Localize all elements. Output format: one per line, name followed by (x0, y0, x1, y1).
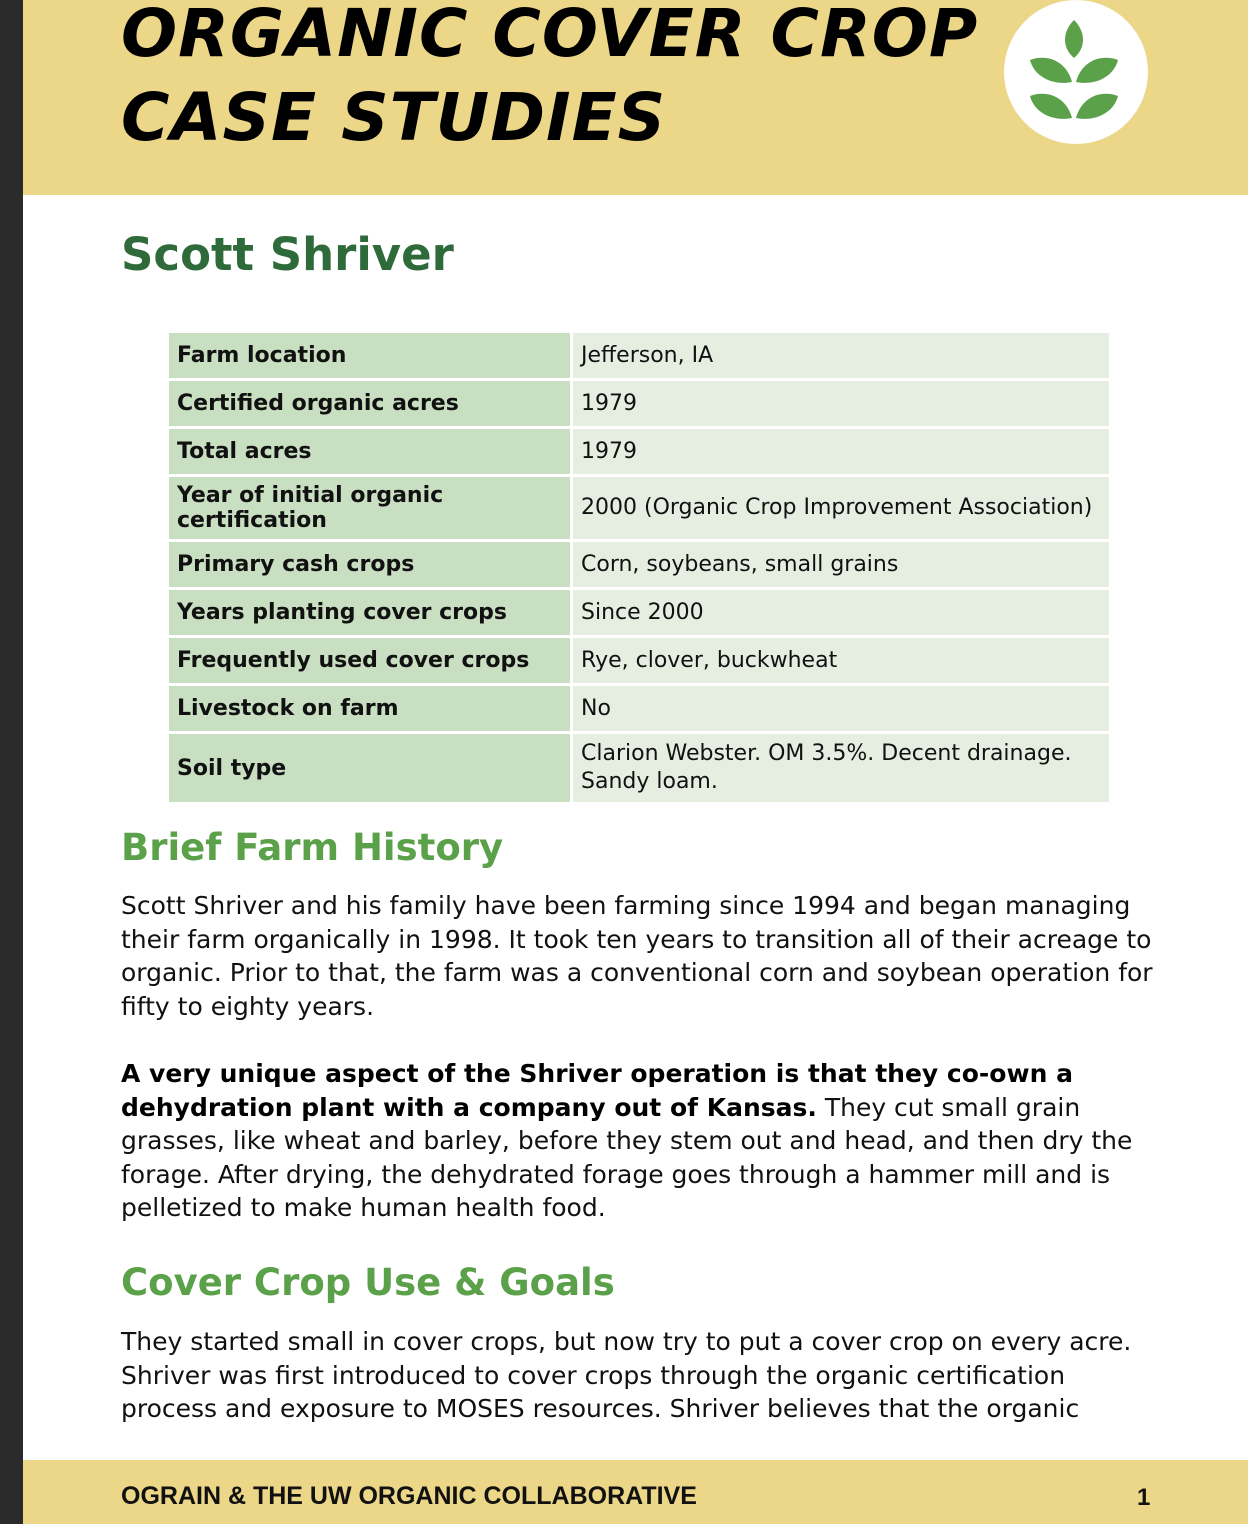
fact-value: Rye, clover, buckwheat (573, 638, 1109, 683)
footer-org: OGRAIN & THE UW ORGANIC COLLABORATIVE (121, 1482, 697, 1510)
goals-heading: Cover Crop Use & Goals (121, 1261, 615, 1304)
fact-label: Soil type (169, 734, 570, 802)
fact-value: Since 2000 (573, 590, 1109, 635)
table-row (169, 542, 1109, 587)
fact-label: Farm location (169, 333, 570, 378)
table-row (169, 638, 1109, 683)
table-row (169, 477, 1109, 539)
farmer-name: Scott Shriver (121, 228, 454, 281)
fact-value: 1979 (573, 429, 1109, 474)
title-line-2: CASE STUDIES (121, 79, 667, 156)
fact-label: Year of initial organic certification (169, 477, 570, 539)
fact-value: 2000 (Organic Crop Improvement Association) (573, 477, 1109, 539)
history-highlight: A very unique aspect of the Shriver operation is that they co-own a dehydration plant with a company out of Kansas. (121, 1059, 1073, 1122)
history-paragraph-1: Scott Shriver and his family have been farming since 1994 and began managing their farm organically in 1998. It took ten years to transition all of their acreage to organic. Prior to that, the farm was a conventional corn and soybean operation for fifty to eighty years. (121, 891, 1153, 1021)
title-line-1: ORGANIC COVER CROP (121, 0, 979, 72)
fact-value: No (573, 686, 1109, 731)
table-row (169, 734, 1109, 802)
farm-facts-table (166, 330, 1112, 805)
goals-paragraph-1: They started small in cover crops, but now try to put a cover crop on every acre. Shriver was first introduced to cover crops through the organic certification process and exposure to MOSES resources. Shriver believes that the organic (121, 1327, 1132, 1423)
fact-value: 1979 (573, 381, 1109, 426)
page-number: 1 (1137, 1484, 1151, 1511)
fact-label: Livestock on farm (169, 686, 570, 731)
logo-badge (1004, 0, 1148, 144)
table-row (169, 590, 1109, 635)
fact-label: Years planting cover crops (169, 590, 570, 635)
history-paragraph-2 (121, 1057, 1156, 1225)
fact-label: Total acres (169, 429, 570, 474)
table-row (169, 429, 1109, 474)
fact-label: Primary cash crops (169, 542, 570, 587)
fact-value: Clarion Webster. OM 3.5%. Decent drainage. Sandy loam. (573, 734, 1109, 802)
fact-value: Jefferson, IA (573, 333, 1109, 378)
history-paragraph-2-text: They cut small grain grasses, like wheat and barley, before they stem out and head, and then dry the forage. After drying, the dehydrated forage goes through a hammer mill and is pelletized to make human health food. (121, 1092, 1133, 1222)
document-page (23, 0, 1248, 1524)
wheat-sprout-icon (1026, 18, 1126, 126)
history-heading: Brief Farm History (121, 826, 504, 869)
document-title (121, 0, 1001, 160)
fact-label: Certified organic acres (169, 381, 570, 426)
table-row (169, 333, 1109, 378)
footer-band (23, 1460, 1248, 1524)
table-row (169, 381, 1109, 426)
header-band (23, 0, 1248, 195)
table-row (169, 686, 1109, 731)
fact-label: Frequently used cover crops (169, 638, 570, 683)
fact-value: Corn, soybeans, small grains (573, 542, 1109, 587)
